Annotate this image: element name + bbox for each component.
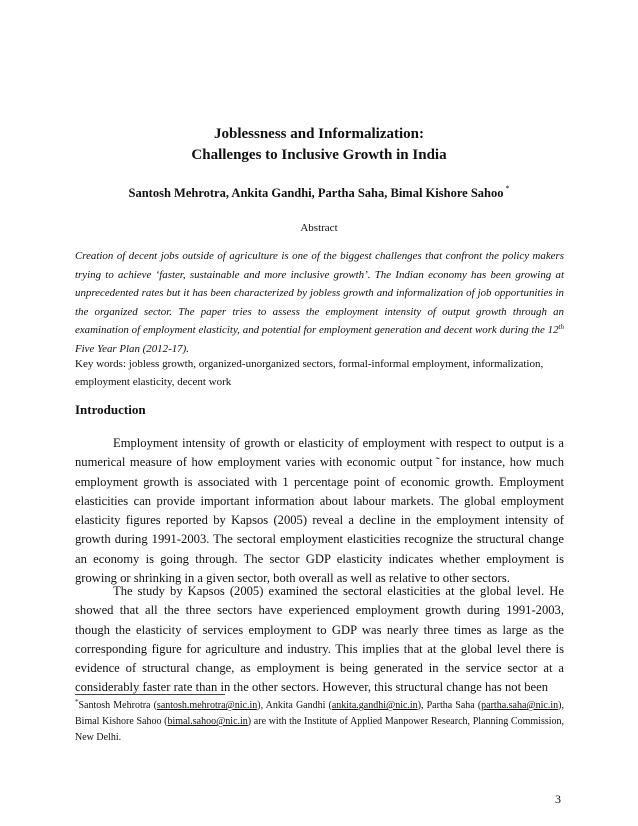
footnote-text: ) are with the Institute of Applied Manpower Research, Planning Commission, New Delhi. [75,716,565,743]
paragraph-1: Employment intensity of growth or elasticity of employment with respect to output is a numerical measure of how employment varies with economic output ̃ for instance, how much employment growth is associated with 1 percentage point of economic growth. Employment elasticities can provide important information about labour markets. The global employment elasticity figures reported by Kapsos (2005) reveal a decline in the employment intensity of growth during 1991-2003. The sectoral employment elasticities recognize the structural change an economy is going through. The sector GDP elasticity indicates whether employment is growing or shrinking in a given sector, both overall as well as relative to other sectors. [75,436,564,586]
ordinal-superscript: th [558,323,564,331]
author-list [0,184,638,201]
footnote-marker: * [75,698,79,706]
abstract-body [75,247,564,358]
paper-title-line-2: Challenges to Inclusive Growth in India [191,147,447,163]
paper-title-line-1: Joblessness and Informalization: [213,126,425,142]
footnote [75,698,564,746]
author-names: Santosh Mehrotra, Ankita Gandhi, Partha Saha, Bimal Kishore Sahoo [128,186,504,200]
email-link-sahoo[interactable]: bimal.sahoo@nic.in [167,716,248,727]
email-link-mehrotra[interactable]: santosh.mehrotra@nic.in [156,700,258,711]
footnote-divider [75,694,225,695]
page-number: 3 [555,792,561,806]
email-link-saha[interactable]: partha.saha@nic.in [481,700,559,711]
footnote-text: ), Bimal Kishore Sahoo ( [75,700,564,727]
abstract-text: Creation of decent jobs outside of agriculture is one of the biggest challenges that confront the policy makers trying to achieve ‘faster, sustainable and more inclusive growth’. The Indian economy has been growing at unprecedented rates but it has been characterized by jobless growth and informalization of job opportunities in the organized sector. The paper tries to assess the employment intensity of output growth through an examination of employment elasticity, and potential for employment generation and decent work during the 12 [75,250,564,336]
author-footnote-marker: * [505,184,510,193]
footnote-author-1: Santosh Mehrotra [78,700,151,711]
footnote-text: ), Partha Saha ( [417,700,482,711]
abstract-heading: Abstract [300,222,338,234]
footnote-text: ), Ankita Gandhi ( [257,700,332,711]
paragraph-2: The study by Kapsos (2005) examined the sectoral elasticities at the global level. He showed that all the three sectors have experienced employment growth during 1991-2003, though the elasticity of services employment to GDP was nearly three times as large as the corresponding figure for agriculture and industry. This implies that at the global level there is evidence of structural change, as employment is being generated in the service sector at a considerably faster rate than in the other sectors. However, this structural change has not been [75,584,564,695]
section-heading-introduction: Introduction [75,402,146,417]
abstract-text-end: Five Year Plan (2012-17). [75,342,189,355]
email-link-gandhi[interactable]: ankita.gandhi@nic.in [331,700,418,711]
footnote-text: ( [150,700,157,711]
keywords: Key words: jobless growth, organized-unorganized sectors, formal-informal employment, informalization, employment elasticity, decent work [75,358,544,388]
